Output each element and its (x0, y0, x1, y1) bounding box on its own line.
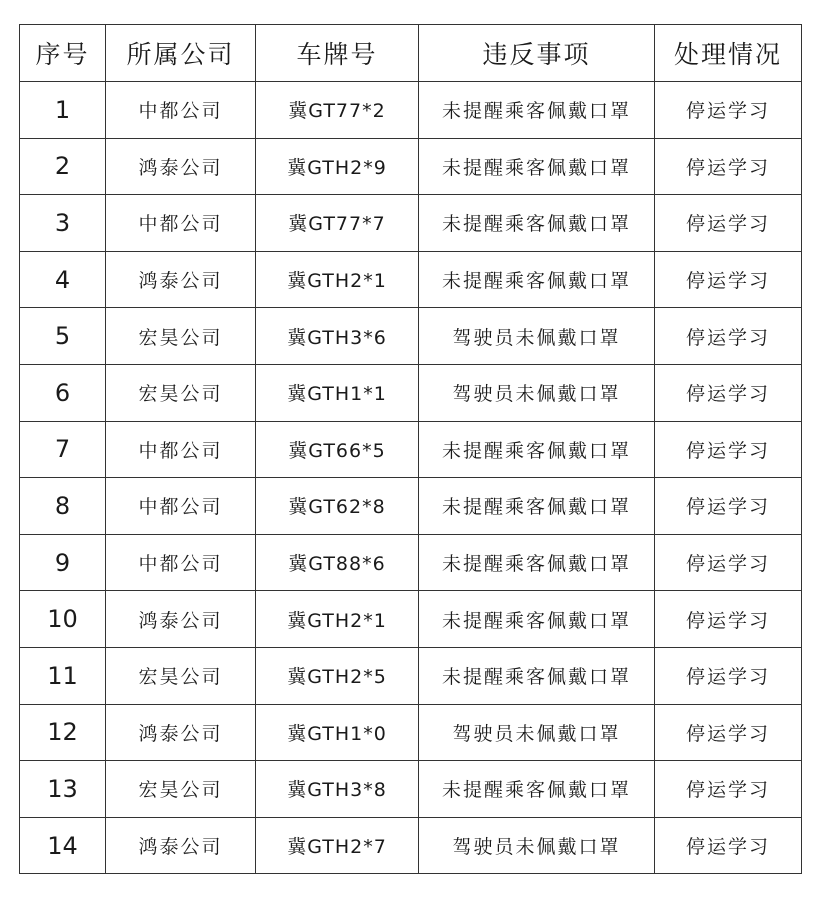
cell-serial-number: 10 (20, 591, 106, 648)
cell-plate-number: 冀GT77*2 (256, 82, 419, 139)
cell-serial-number: 8 (20, 478, 106, 535)
cell-plate-number: 冀GTH2*1 (256, 251, 419, 308)
cell-serial-number: 14 (20, 817, 106, 874)
cell-company: 鸿泰公司 (106, 251, 256, 308)
cell-handling-result: 停运学习 (655, 308, 802, 365)
cell-company: 中都公司 (106, 421, 256, 478)
table-row (20, 478, 802, 535)
header-company: 所属公司 (106, 25, 256, 82)
cell-violation: 未提醒乘客佩戴口罩 (419, 591, 655, 648)
cell-company: 中都公司 (106, 534, 256, 591)
table-row (20, 817, 802, 874)
table-body (20, 82, 802, 874)
cell-serial-number: 13 (20, 761, 106, 818)
table-row (20, 195, 802, 252)
header-violation: 违反事项 (419, 25, 655, 82)
table-row (20, 647, 802, 704)
cell-plate-number: 冀GTH3*6 (256, 308, 419, 365)
table-row (20, 364, 802, 421)
cell-serial-number: 7 (20, 421, 106, 478)
table-row (20, 251, 802, 308)
cell-company: 中都公司 (106, 195, 256, 252)
cell-handling-result: 停运学习 (655, 591, 802, 648)
cell-serial-number: 6 (20, 364, 106, 421)
cell-plate-number: 冀GTH1*1 (256, 364, 419, 421)
cell-handling-result: 停运学习 (655, 704, 802, 761)
table-row (20, 534, 802, 591)
cell-serial-number: 2 (20, 138, 106, 195)
cell-violation: 驾驶员未佩戴口罩 (419, 817, 655, 874)
cell-violation: 驾驶员未佩戴口罩 (419, 308, 655, 365)
cell-company: 鸿泰公司 (106, 591, 256, 648)
cell-company: 中都公司 (106, 82, 256, 139)
cell-handling-result: 停运学习 (655, 647, 802, 704)
cell-company: 宏昊公司 (106, 761, 256, 818)
header-serial-number: 序号 (20, 25, 106, 82)
cell-serial-number: 12 (20, 704, 106, 761)
table-row (20, 308, 802, 365)
cell-serial-number: 1 (20, 82, 106, 139)
cell-violation: 未提醒乘客佩戴口罩 (419, 761, 655, 818)
cell-serial-number: 4 (20, 251, 106, 308)
cell-handling-result: 停运学习 (655, 817, 802, 874)
cell-plate-number: 冀GTH3*8 (256, 761, 419, 818)
cell-company: 鸿泰公司 (106, 138, 256, 195)
cell-violation: 未提醒乘客佩戴口罩 (419, 251, 655, 308)
table-header-row (20, 25, 802, 82)
cell-plate-number: 冀GTH2*5 (256, 647, 419, 704)
cell-violation: 未提醒乘客佩戴口罩 (419, 534, 655, 591)
violations-table (19, 24, 802, 874)
cell-handling-result: 停运学习 (655, 364, 802, 421)
cell-handling-result: 停运学习 (655, 478, 802, 535)
cell-violation: 未提醒乘客佩戴口罩 (419, 82, 655, 139)
table-row (20, 591, 802, 648)
cell-violation: 驾驶员未佩戴口罩 (419, 364, 655, 421)
cell-serial-number: 11 (20, 647, 106, 704)
cell-handling-result: 停运学习 (655, 534, 802, 591)
cell-handling-result: 停运学习 (655, 138, 802, 195)
cell-serial-number: 3 (20, 195, 106, 252)
cell-handling-result: 停运学习 (655, 251, 802, 308)
cell-plate-number: 冀GT88*6 (256, 534, 419, 591)
cell-company: 鸿泰公司 (106, 817, 256, 874)
cell-serial-number: 5 (20, 308, 106, 365)
cell-company: 宏昊公司 (106, 647, 256, 704)
cell-plate-number: 冀GTH2*1 (256, 591, 419, 648)
cell-plate-number: 冀GTH2*7 (256, 817, 419, 874)
cell-violation: 未提醒乘客佩戴口罩 (419, 421, 655, 478)
table-row (20, 761, 802, 818)
cell-handling-result: 停运学习 (655, 195, 802, 252)
cell-company: 宏昊公司 (106, 364, 256, 421)
cell-plate-number: 冀GT77*7 (256, 195, 419, 252)
table-row (20, 421, 802, 478)
cell-violation: 未提醒乘客佩戴口罩 (419, 195, 655, 252)
cell-plate-number: 冀GTH2*9 (256, 138, 419, 195)
cell-violation: 驾驶员未佩戴口罩 (419, 704, 655, 761)
cell-company: 宏昊公司 (106, 308, 256, 365)
cell-plate-number: 冀GT62*8 (256, 478, 419, 535)
cell-handling-result: 停运学习 (655, 82, 802, 139)
cell-plate-number: 冀GT66*5 (256, 421, 419, 478)
table-row (20, 138, 802, 195)
cell-violation: 未提醒乘客佩戴口罩 (419, 647, 655, 704)
cell-handling-result: 停运学习 (655, 421, 802, 478)
header-handling-result: 处理情况 (655, 25, 802, 82)
cell-company: 中都公司 (106, 478, 256, 535)
cell-serial-number: 9 (20, 534, 106, 591)
cell-plate-number: 冀GTH1*0 (256, 704, 419, 761)
cell-violation: 未提醒乘客佩戴口罩 (419, 138, 655, 195)
table-row (20, 82, 802, 139)
table-row (20, 704, 802, 761)
cell-handling-result: 停运学习 (655, 761, 802, 818)
cell-violation: 未提醒乘客佩戴口罩 (419, 478, 655, 535)
header-plate-number: 车牌号 (256, 25, 419, 82)
cell-company: 鸿泰公司 (106, 704, 256, 761)
